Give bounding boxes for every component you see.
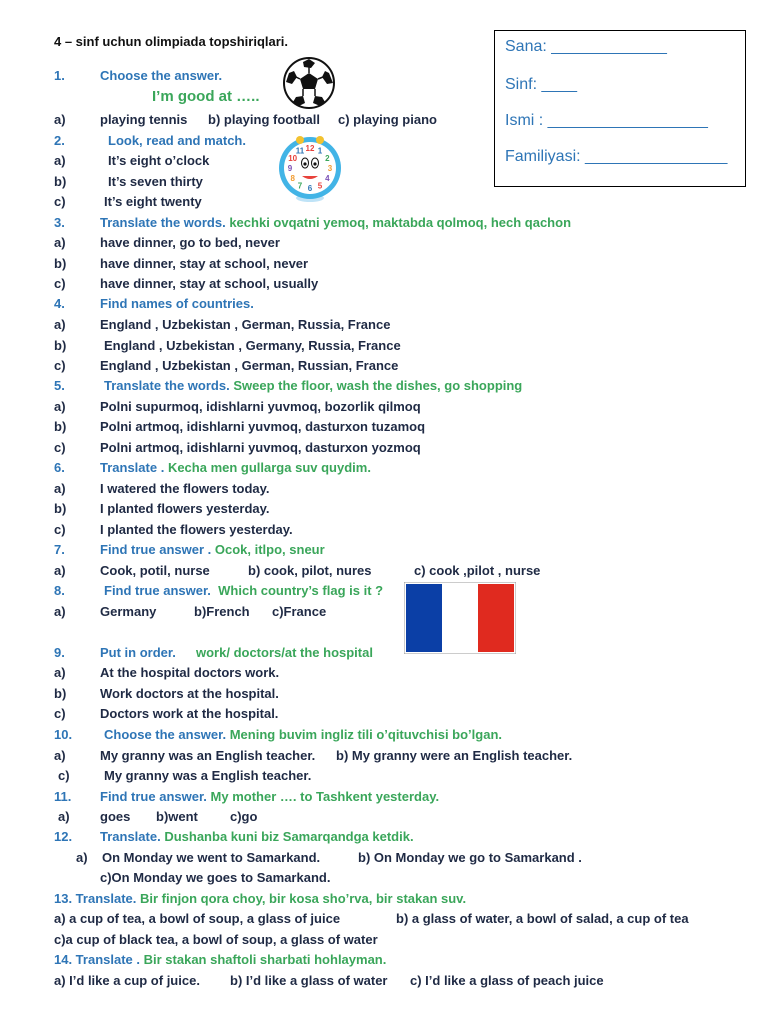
q9-option-a-label[interactable]: a): [54, 665, 66, 680]
q10-prompt: Choose the answer.: [104, 727, 227, 742]
clock-icon: [272, 136, 348, 204]
q11-prompt: Find true answer.: [100, 789, 207, 804]
q1-option-b[interactable]: b) playing football: [208, 112, 320, 127]
french-flag-icon: [404, 582, 516, 654]
clock-number: 10: [288, 154, 298, 163]
q13-option-c[interactable]: c)a cup of black tea, a bowl of soup, a glass of water: [54, 932, 378, 947]
q7-task: Ocok, itlpo, sneur: [214, 542, 325, 557]
q10-option-a[interactable]: My granny was an English teacher.: [100, 748, 316, 763]
q4-option-c[interactable]: England , Uzbekistan , German, Russian, France: [100, 358, 399, 373]
q7-option-b[interactable]: b) cook, pilot, nures: [248, 563, 372, 578]
class-field[interactable]: Sinf: ____: [505, 76, 578, 93]
q2-option-b[interactable]: It’s seven thirty: [108, 174, 203, 189]
q13-option-b[interactable]: b) a glass of water, a bowl of salad, a cup of tea: [396, 911, 689, 926]
q9-option-b[interactable]: Work doctors at the hospital.: [100, 686, 279, 701]
q1-number: 1.: [54, 68, 65, 83]
q2-prompt: Look, read and match.: [108, 133, 246, 148]
q12-prompt: Translate.: [100, 829, 161, 844]
q11-number: 11.: [54, 789, 72, 804]
q11-prompt-line: [100, 789, 439, 805]
q14-option-b[interactable]: b) I’d like a glass of water: [230, 973, 388, 988]
q7-option-a-label[interactable]: a): [54, 563, 66, 578]
q9-option-b-label[interactable]: b): [54, 686, 67, 701]
q11-option-c[interactable]: c)go: [230, 809, 258, 824]
clock-number: 6: [307, 184, 313, 193]
q13-option-a[interactable]: a) a cup of tea, a bowl of soup, a glass of juice: [54, 911, 341, 926]
q5-prompt: Translate the words.: [104, 378, 230, 393]
q8-option-c[interactable]: c)France: [272, 604, 327, 619]
q9-prompt: Put in order.: [100, 645, 176, 660]
q3-option-c-label[interactable]: c): [54, 276, 66, 291]
q14-option-c[interactable]: c) I’d like a glass of peach juice: [410, 973, 604, 988]
q1-option-c[interactable]: c) playing piano: [338, 112, 437, 127]
q14-task: Bir stakan shaftoli sharbati hohlayman.: [143, 952, 387, 967]
q4-option-a[interactable]: England , Uzbekistan , German, Russia, France: [100, 317, 391, 332]
page-title: 4 – sinf uchun olimpiada topshiriqlari.: [54, 34, 289, 49]
q3-number: 3.: [54, 215, 65, 230]
q3-task: kechki ovqatni yemoq, maktabda qolmoq, hech qachon: [229, 215, 572, 230]
q2-option-a-label[interactable]: a): [54, 153, 66, 168]
q4-option-a-label[interactable]: a): [54, 317, 66, 332]
q14-option-a[interactable]: a) I’d like a cup of juice.: [54, 973, 200, 988]
student-info-box: [494, 30, 746, 187]
date-field[interactable]: Sana: _____________: [505, 38, 667, 55]
q8-number: 8.: [54, 583, 65, 598]
q6-option-c-label[interactable]: c): [54, 522, 66, 537]
q13-prompt-line: [54, 891, 466, 907]
name-field[interactable]: Ismi : __________________: [505, 112, 708, 129]
q11-option-a-label[interactable]: a): [58, 809, 70, 824]
q4-option-b-label[interactable]: b): [54, 338, 67, 353]
q5-option-b[interactable]: Polni artmoq, idishlarni yuvmoq, dasturxon tuzamoq: [100, 419, 426, 434]
q4-option-c-label[interactable]: c): [54, 358, 66, 373]
q7-prompt: Find true answer .: [100, 542, 212, 557]
q2-number: 2.: [54, 133, 65, 148]
q6-option-a[interactable]: I watered the flowers today.: [100, 481, 270, 496]
q2-option-b-label[interactable]: b): [54, 174, 67, 189]
q7-prompt-line: [100, 542, 325, 558]
q12-option-b[interactable]: b) On Monday we go to Samarkand .: [358, 850, 582, 865]
q1-prompt: Choose the answer.: [100, 68, 223, 83]
q5-option-c-label[interactable]: c): [54, 440, 66, 455]
q10-option-c-label[interactable]: c): [58, 768, 70, 783]
q13-prompt: 13. Translate.: [54, 891, 137, 906]
q11-task: My mother …. to Tashkent yesterday.: [210, 789, 440, 804]
q8-option-a-label[interactable]: a): [54, 604, 66, 619]
q9-task: work/ doctors/at the hospital: [196, 645, 373, 660]
q7-option-a[interactable]: Cook, potil, nurse: [100, 563, 210, 578]
clock-number: 3: [327, 164, 333, 173]
q8-prompt: Find true answer.: [104, 583, 211, 598]
clock-number: 4: [325, 174, 330, 183]
q8-task: Which country’s flag is it ?: [218, 583, 384, 598]
clock-number: 8: [290, 174, 295, 183]
q5-option-a-label[interactable]: a): [54, 399, 66, 414]
clock-number: 12: [305, 144, 315, 153]
surname-field[interactable]: Familiyasi: ________________: [505, 148, 728, 165]
q12-option-c[interactable]: c)On Monday we goes to Samarkand.: [100, 870, 331, 885]
soccer-ball-icon: [282, 56, 336, 110]
q9-number: 9.: [54, 645, 65, 660]
q6-number: 6.: [54, 460, 65, 475]
q7-number: 7.: [54, 542, 65, 557]
q7-option-c[interactable]: c) cook ,pilot , nurse: [414, 563, 541, 578]
q6-task: Kecha men gullarga suv quydim.: [167, 460, 371, 475]
q3-option-b-label[interactable]: b): [54, 256, 67, 271]
clock-number: 11: [295, 146, 305, 156]
q3-prompt: Translate the words.: [100, 215, 226, 230]
q6-prompt-line: [100, 460, 371, 476]
q8-option-a[interactable]: Germany: [100, 604, 157, 619]
q1-phrase: I’m good at …..: [152, 88, 260, 105]
q12-option-a[interactable]: On Monday we went to Samarkand.: [102, 850, 321, 865]
q8-prompt-line: [104, 583, 383, 599]
q3-option-b[interactable]: have dinner, stay at school, never: [100, 256, 309, 271]
q10-prompt-line: [104, 727, 502, 743]
q4-option-b[interactable]: England , Uzbekistan , Germany, Russia, France: [104, 338, 401, 353]
q3-prompt-line: [100, 215, 571, 231]
q1-option-a[interactable]: playing tennis: [100, 112, 188, 127]
q12-prompt-line: [100, 829, 414, 845]
q9-option-a[interactable]: At the hospital doctors work.: [100, 665, 280, 680]
q3-option-a-label[interactable]: a): [54, 235, 66, 250]
q5-option-c[interactable]: Polni artmoq, idishlarni yuvmoq, dasturxon yozmoq: [100, 440, 421, 455]
q12-task: Dushanba kuni biz Samarqandga ketdik.: [164, 829, 414, 844]
q4-number: 4.: [54, 296, 65, 311]
q5-task: Sweep the floor, wash the dishes, go shopping: [233, 378, 523, 393]
clock-number: 5: [317, 181, 323, 191]
q2-option-c-label[interactable]: c): [54, 194, 66, 209]
q10-number: 10.: [54, 727, 73, 742]
q6-prompt: Translate .: [100, 460, 165, 475]
q10-task: Mening buvim ingliz tili o’qituvchisi bo’lgan.: [229, 727, 502, 742]
q13-task: Bir finjon qora choy, bir kosa sho’rva, bir stakan suv.: [140, 891, 467, 906]
q6-option-b-label[interactable]: b): [54, 501, 67, 516]
clock-number: 1: [317, 146, 323, 156]
q11-option-b[interactable]: b)went: [156, 809, 198, 824]
q10-option-a-label[interactable]: a): [54, 748, 66, 763]
q10-option-c[interactable]: My granny was a English teacher.: [104, 768, 312, 783]
q9-option-c-label[interactable]: c): [54, 706, 66, 721]
q5-number: 5.: [54, 378, 65, 393]
q5-option-b-label[interactable]: b): [54, 419, 67, 434]
q14-prompt: 14. Translate .: [54, 952, 140, 967]
clock-number: 7: [297, 181, 303, 191]
q3-option-c[interactable]: have dinner, stay at school, usually: [100, 276, 319, 291]
q6-option-c[interactable]: I planted the flowers yesterday.: [100, 522, 293, 537]
clock-number: 2: [325, 154, 330, 163]
q10-option-b[interactable]: b) My granny were an English teacher.: [336, 748, 573, 763]
q4-prompt: Find names of countries.: [100, 296, 254, 311]
q12-option-a-label[interactable]: a): [76, 850, 88, 865]
q12-number: 12.: [54, 829, 73, 844]
q5-prompt-line: [104, 378, 522, 394]
q3-option-a[interactable]: have dinner, go to bed, never: [100, 235, 280, 250]
q6-option-a-label[interactable]: a): [54, 481, 66, 496]
q2-option-a[interactable]: It’s eight o’clock: [108, 153, 210, 168]
q5-option-a[interactable]: Polni supurmoq, idishlarni yuvmoq, bozorlik qilmoq: [100, 399, 421, 414]
clock-number: 9: [287, 164, 293, 173]
q9-option-c[interactable]: Doctors work at the hospital.: [100, 706, 279, 721]
q6-option-b[interactable]: I planted flowers yesterday.: [100, 501, 270, 516]
q11-option-a[interactable]: goes: [100, 809, 131, 824]
q2-option-c[interactable]: It’s eight twenty: [104, 194, 202, 209]
q8-option-b[interactable]: b)French: [194, 604, 250, 619]
q14-prompt-line: [54, 952, 386, 968]
q1-option-a-label[interactable]: a): [54, 112, 66, 127]
